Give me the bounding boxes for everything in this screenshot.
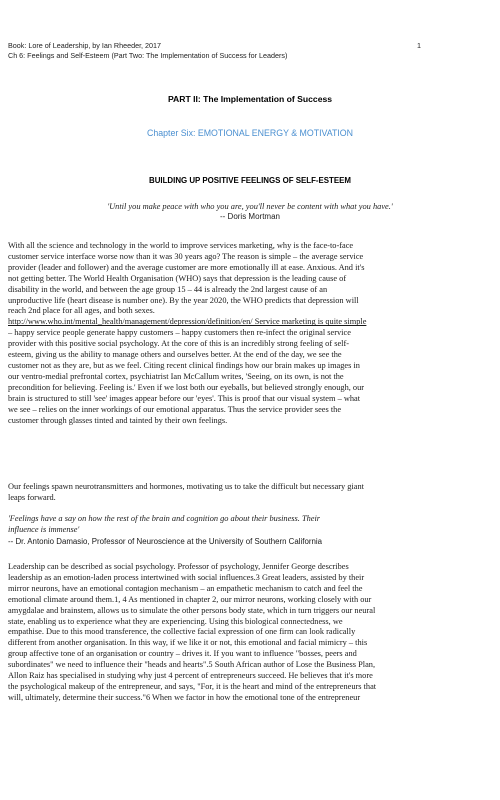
header-chapter-line: Ch 6: Feelings and Self-Esteem (Part Two: The Implementation of Success for Leaders): [8, 50, 288, 60]
text-line: provider (leader and follower) and the average customer are more emotionally ill at ease. Anxious. And it's: [8, 262, 365, 272]
text-line: amygdalae and brainstem, allows us to simulate the other persons body state, which in turn triggers our neural: [8, 605, 376, 615]
epigraph-quote: 'Until you make peace with who you are, you'll never be content with what you have.': [107, 202, 393, 211]
text-line: customer not as they are, but as we feel. Citing recent clinical findings how our brain makes up images in: [8, 360, 360, 370]
chapter-title: Chapter Six: EMOTIONAL ENERGY & MOTIVATION: [147, 128, 353, 138]
text-line: Leadership can be described as social psychology. Professor of psychology, Jennifer George describes: [8, 562, 349, 571]
header-book-line: Book: Lore of Leadership, by Ian Rheeder, 2017: [8, 41, 162, 50]
text-line: different from another organisation. In this way, if we like it or not, this emotional and facial mimicry – this: [8, 638, 368, 648]
part-title: PART II: The Implementation of Success: [167, 94, 333, 104]
text-line: leadership as an emotion-laden process intertwined with social influences.3 Great leaders, assisted by their: [8, 572, 365, 582]
text-line: our ventro-medial prefrontal cortex, psychiatrist Ian McCallum writes, 'Seeing, on its own, is not the: [8, 371, 344, 381]
quote-line: influence is immense': [8, 524, 80, 534]
epigraph-author: -- Doris Mortman: [219, 212, 280, 221]
text-line: emotional climate around them.1, 4 As mentioned in chapter 2, our mirror neurons, working closely with our: [8, 594, 372, 604]
block-quote-author: -- Dr. Antonio Damasio, Professor of Neuroscience at the University of Southern California: [8, 537, 323, 546]
text-line: customer through glasses tinted and tainted by their own feelings.: [8, 415, 228, 425]
block-quote: [8, 514, 478, 536]
text-line: esteem, giving us the ability to manage others and ourselves better. At the end of the day, we see the: [8, 350, 342, 360]
text-line: empathise. Due to this mood transference, the collective facial expression of one firm can look radically: [8, 627, 356, 637]
text-line: precondition for believing. Feeling is.' Even if we lost both our eyeballs, but believed strongly enough, our: [8, 382, 365, 392]
text-line: brain is structured to still 'see' images appear before our 'eyes'. This is proof that our visual system – what: [8, 393, 361, 403]
text-line: Our feelings spawn neurotransmitters and hormones, motivating us to take the difficult but necessary giant: [8, 482, 364, 491]
text-line: With all the science and technology in the world to improve services marketing, why is the face-to-face: [8, 241, 354, 250]
text-line: mirror neurons, have an emotional contagion mechanism – an empathetic mechanism to catch and feel the: [8, 583, 363, 593]
text-line: will, ultimately, determine their success."6 When we factor in how the emotional tone of the entrepreneur: [8, 692, 361, 702]
running-header: [8, 41, 408, 61]
text-line: not getting better. The World Health Organisation (WHO) says that depression is the leading cause of: [8, 273, 347, 283]
text-line: state, enabling us to experience what they are experiencing. Using this biological connectedness, we: [8, 616, 343, 626]
text-line: Allon Raiz has specialised in studying why just 4 percent of entrepreneurs succeed. He believes that it's more: [8, 671, 373, 681]
section-title: BUILDING UP POSITIVE FEELINGS OF SELF-ESTEEM: [149, 176, 351, 185]
text-line: disability in the world, and between the age group 15 – 44 is already the 2nd largest cause of an: [8, 284, 328, 294]
text-line: leaps forward.: [8, 492, 56, 502]
body-paragraph-2: [8, 482, 478, 504]
body-paragraph-3: [8, 562, 478, 704]
page-number: 1: [417, 41, 421, 50]
text-line: unproductive life (heart disease is number one). By the year 2020, the WHO predicts that depression will: [8, 295, 359, 305]
who-definition-link[interactable]: http://www.who.int/mental_health/management/depression/definition/en/ Service marketing is quite simple: [8, 317, 367, 327]
text-line: group affective tone of an organisation or country – drives it. If you want to influence "bosses, peers and: [8, 649, 357, 659]
text-line: we see – relies on the inner workings of our emotional apparatus. Thus the service provider sees the: [8, 404, 342, 414]
text-line: customer service interface worse now than it was 30 years ago? The reason is simple – the average service: [8, 251, 364, 261]
text-line: provider with this positive social psychology. At the core of this is an incredibly strong feeling of self-: [8, 339, 350, 349]
text-line: – happy service people generate happy customers – happy customers then re-infect the original service: [8, 328, 351, 338]
text-line: the psychological makeup of the entrepreneur, and says, "For, it is the heart and mind of the entrepreneurs that: [8, 681, 377, 691]
text-line: subordinates" we need to influence their "heads and hearts".5 South African author of Lose the Business Plan,: [8, 660, 376, 670]
body-paragraph-1: [8, 241, 478, 426]
text-line: reach 2nd place for all ages, and both sexes.: [8, 306, 155, 316]
quote-line: 'Feelings have a say on how the rest of the brain and cognition go about their business. Their: [8, 514, 321, 523]
